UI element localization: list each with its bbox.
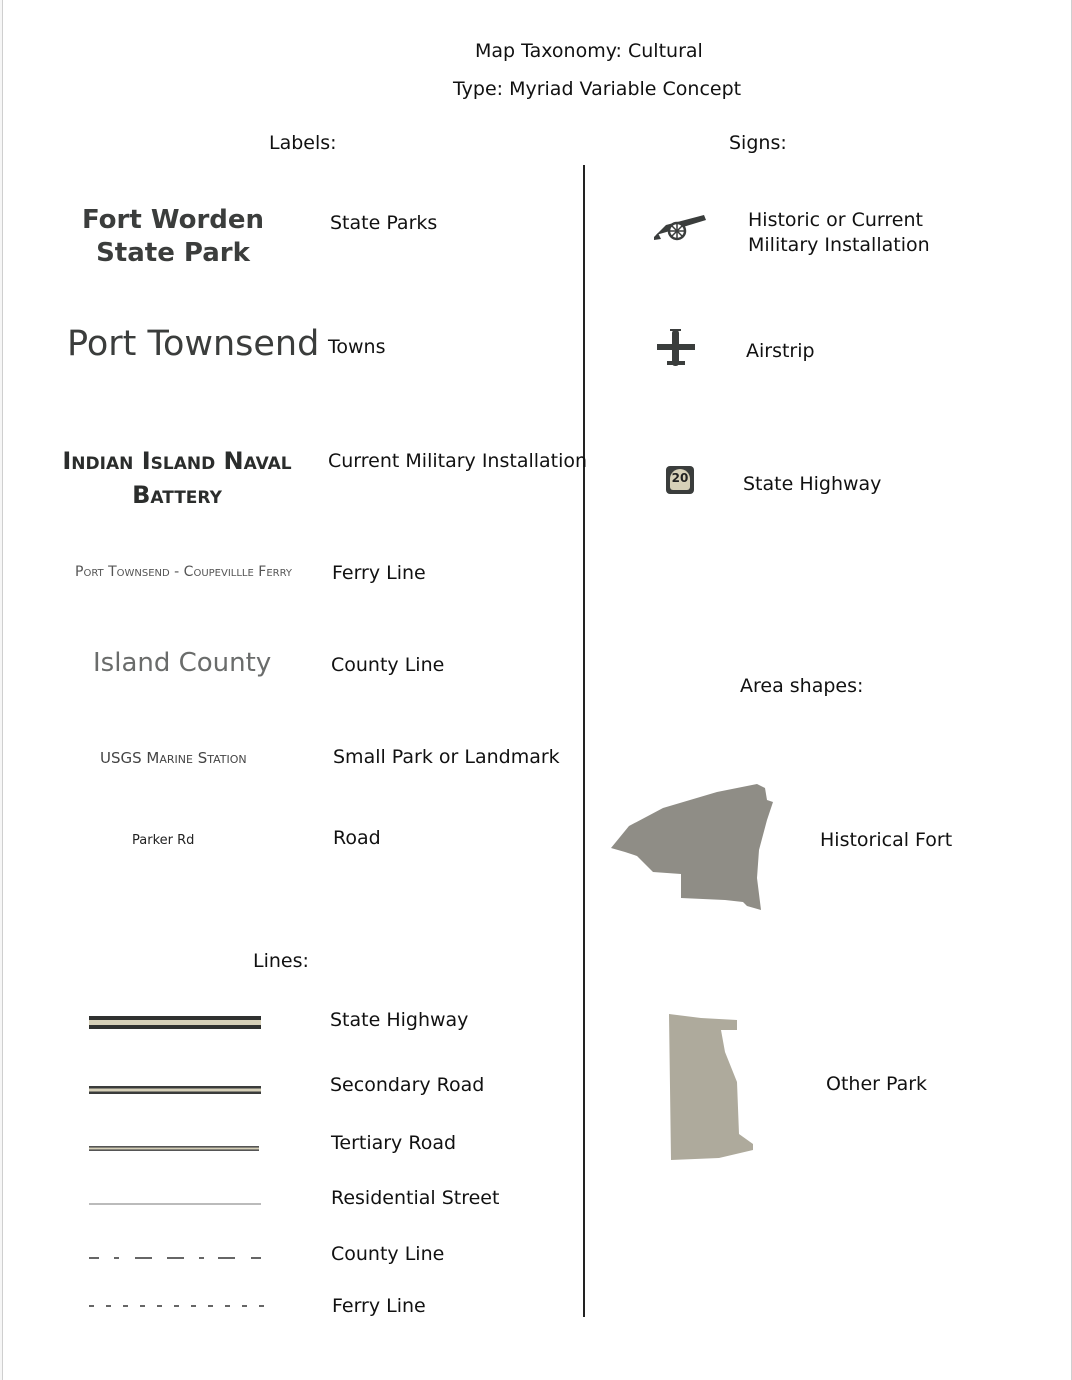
town-desc: Towns (328, 336, 386, 358)
highway-sign-desc: State Highway (743, 473, 882, 495)
page-title: Map Taxonomy: Cultural (475, 40, 703, 62)
county-line-line-desc: County Line (331, 1243, 445, 1265)
state-park-label-sample (73, 204, 273, 270)
page-subtitle: Type: Myriad Variable Concept (453, 78, 742, 100)
lines-heading: Lines: (253, 950, 309, 972)
other-park-desc: Other Park (826, 1073, 928, 1095)
military-label-sample (43, 444, 311, 512)
small-park-desc: Small Park or Landmark (333, 746, 560, 768)
state-park-sample-line1: Fort Worden (81, 205, 265, 235)
military-sign-desc-line1: Historic or Current (748, 209, 923, 231)
ferry-label-sample: Port Townsend - Coupevillle Ferry (75, 564, 293, 580)
historical-fort-desc: Historical Fort (820, 829, 953, 851)
ferry-line-line (87, 1300, 277, 1312)
state-highway-line-desc: State Highway (330, 1009, 469, 1031)
town-label-sample: Port Townsend (67, 324, 320, 364)
secondary-road-line-desc: Secondary Road (330, 1074, 485, 1096)
cannon-icon (652, 209, 710, 245)
ferry-desc: Ferry Line (332, 562, 426, 584)
taxonomy-page (2, 0, 1072, 1380)
labels-heading: Labels: (269, 132, 337, 154)
historical-fort-shape (607, 780, 779, 916)
military-sign-desc (748, 208, 930, 258)
military-desc: Current Military Installation (328, 450, 588, 472)
airplane-icon (655, 328, 697, 368)
tertiary-road-line (87, 1143, 267, 1155)
road-desc: Road (333, 827, 381, 849)
state-highway-line (87, 1012, 267, 1032)
secondary-road-line (87, 1083, 267, 1097)
county-desc: County Line (331, 654, 445, 676)
residential-street-line (87, 1199, 267, 1209)
road-label-sample: Parker Rd (132, 833, 195, 848)
military-sign-desc-line2: Military Installation (748, 234, 930, 256)
ferry-line-line-desc: Ferry Line (332, 1295, 426, 1317)
highway-shield-number: 20 (671, 471, 689, 485)
state-park-sample-line2: State Park (96, 238, 250, 268)
other-park-shape (667, 1012, 761, 1162)
tertiary-road-line-desc: Tertiary Road (331, 1132, 457, 1154)
area-shapes-heading: Area shapes: (740, 675, 864, 697)
airstrip-desc: Airstrip (746, 340, 815, 362)
military-sample-line2: Battery (132, 481, 222, 509)
column-divider (583, 165, 585, 1317)
small-park-label-sample: USGS Marine Station (100, 749, 247, 767)
highway-shield-icon (666, 466, 694, 494)
military-sample-line1: Indian Island Naval (62, 447, 292, 475)
signs-heading: Signs: (729, 132, 787, 154)
residential-street-line-desc: Residential Street (331, 1187, 500, 1209)
county-line-line (87, 1252, 267, 1264)
county-label-sample: Island County (93, 648, 272, 678)
state-park-desc: State Parks (330, 212, 438, 234)
